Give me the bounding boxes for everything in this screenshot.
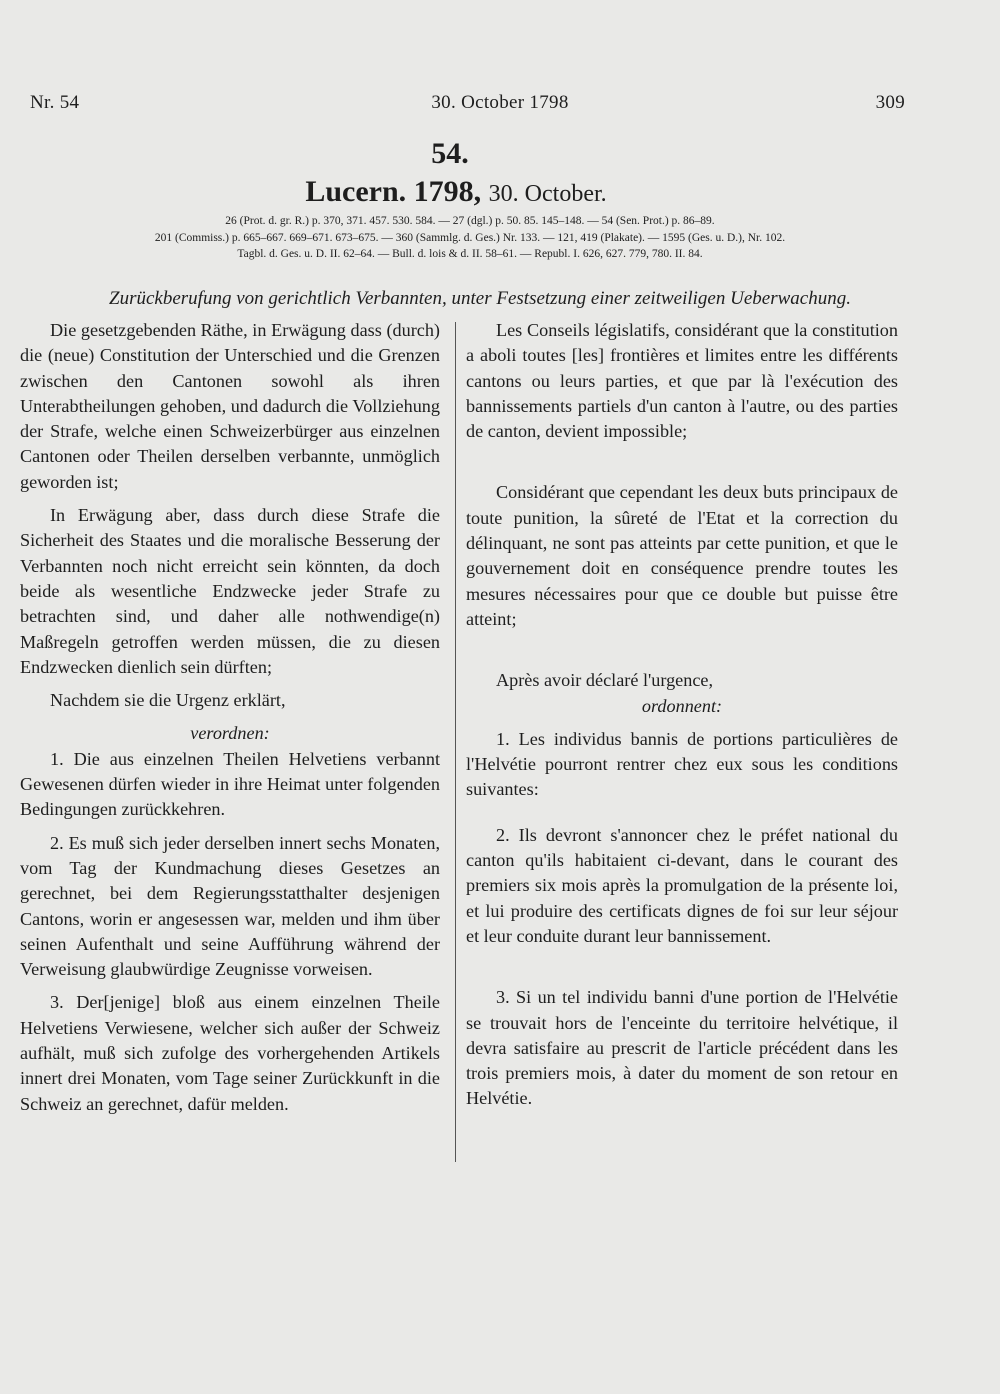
source-references: [75, 213, 865, 263]
german-article-2: 2. Es muß sich jeder derselben innert sechs Monaten, vom Tag der Kundmachung dieses Gesetzes an gerechnet, bei dem Regierungsstatthalter desjenigen Cantons, worin er angesessen war, melden und ihm über seinen Aufenthalt und seine Aufführung während der Verweisung glaubwürdige Zeugnisse vorweisen.: [20, 832, 440, 980]
french-article-3: 3. Si un tel individu banni d'une portion de l'Helvétie se trouvait hors de l'enceinte du territoire helvétique, il devra satisfaire au prescrit de l'article précédent dans les trois premiers mois, à dater du moment de son retour en Helvétie.: [466, 987, 898, 1109]
header-date: 30. October 1798: [431, 92, 569, 113]
reference-line: 201 (Commiss.) p. 665–667. 669–671. 673–675. — 360 (Sammlg. d. Ges.) Nr. 133. — 121, 419 (Plakate). — 1595 (Ges. u. D.), Nr. 102.: [154, 231, 786, 244]
place-date: 30. October.: [488, 181, 607, 207]
french-decree-word: ordonnent:: [641, 695, 723, 716]
place-year: 1798,: [413, 175, 482, 208]
reference-line: 26 (Prot. d. gr. R.) p. 370, 371. 457. 530. 584. — 27 (dgl.) p. 50. 85. 145–148. — 54 (Sen. Prot.) p. 86–89.: [225, 215, 715, 227]
german-column: [20, 318, 440, 1117]
place-date-heading: [0, 175, 912, 209]
french-article-1: 1. Les individus bannis de portions particulières de l'Helvétie pourront rentrer chez eux sous les conditions suivantes:: [466, 728, 898, 800]
document-subtitle: Zurückberufung von gerichtlich Verbannten, unter Festsetzung einer zeitweiligen Ueberwachung.: [109, 288, 851, 309]
french-column: [466, 318, 898, 1112]
german-article-3: 3. Der[jenige] bloß aus einem einzelnen Theile Helvetiens Verwiesene, welcher sich außer der Schweiz aufhält, muß sich zufolge des vorhergehenden Artikels innert drei Monaten, vom Tage seiner Zurückkunft in die Schweiz an gerechnet, dafür melden.: [20, 992, 440, 1114]
column-divider: [455, 322, 456, 1162]
page-number: 309: [875, 92, 905, 113]
french-article-2: 2. Ils devront s'annoncer chez le préfet national du canton qu'ils habitaient ci-devant, dans le courant des premiers six mois après la promulgation de la présente loi, et lui produire des certificats dignes de foi sur leur séjour et leur conduite durant leur bannissement.: [466, 824, 898, 946]
german-preamble-2: In Erwägung aber, dass durch diese Strafe die Sicherheit des Staates und die moralische Besserung der Verbannten noch nicht erreicht sein könnten, da doch beide als wesentliche Endzwecke jeder Strafe zu betrachten sind, und daher alle nothwendige(n) Maßregeln getroffen werden müssen, die zu diesen Endzwecken dienlich sein dürften;: [20, 505, 440, 677]
reference-line: Tagbl. d. Ges. u. D. II. 62–64. — Bull. d. lois & d. II. 58–61. — Republ. I. 626, 627. 779, 780. II. 84.: [237, 248, 703, 260]
german-decree-word: verordnen:: [190, 723, 270, 744]
document-number: 54.: [431, 137, 469, 170]
header-number: Nr. 54: [30, 92, 80, 113]
german-article-1: 1. Die aus einzelnen Theilen Helvetiens verbannt Gewesenen dürfen wieder in ihre Heimat unter folgenden Bedingungen zurückkehren.: [20, 748, 440, 820]
place-city: Lucern.: [305, 175, 407, 208]
french-preamble-1: Les Conseils législatifs, considérant que la constitution a aboli toutes [les] frontières et limites entre les différents cantons ou leurs parties, et que par là l'exécution des bannissements partiels d'un canton à l'autre, ou des parties de canton, devient impossible;: [466, 320, 898, 442]
german-urgency: Nachdem sie die Urgenz erklärt,: [50, 690, 286, 711]
french-urgency: Après avoir déclaré l'urgence,: [496, 670, 714, 691]
german-preamble-1: Die gesetzgebenden Räthe, in Erwägung dass (durch) die (neue) Constitution der Unterschied und die Grenzen zwischen den Cantonen sowohl als ihren Unterabtheilungen gehoben, und dadurch die Vollziehung der Strafe, welche einen Schweizerbürger aus einzelnen Cantonen oder Theilen derselben verbannte, unmöglich geworden ist;: [20, 320, 440, 492]
french-preamble-2: Considérant que cependant les deux buts principaux de toute punition, la sûreté de l'Etat et la correction du délinquant, ne sont pas atteints par cette punition, et que le gouvernement doit en conséquence prendre toutes les mesures nécessaires pour que ce double but puisse être atteint;: [466, 482, 898, 629]
